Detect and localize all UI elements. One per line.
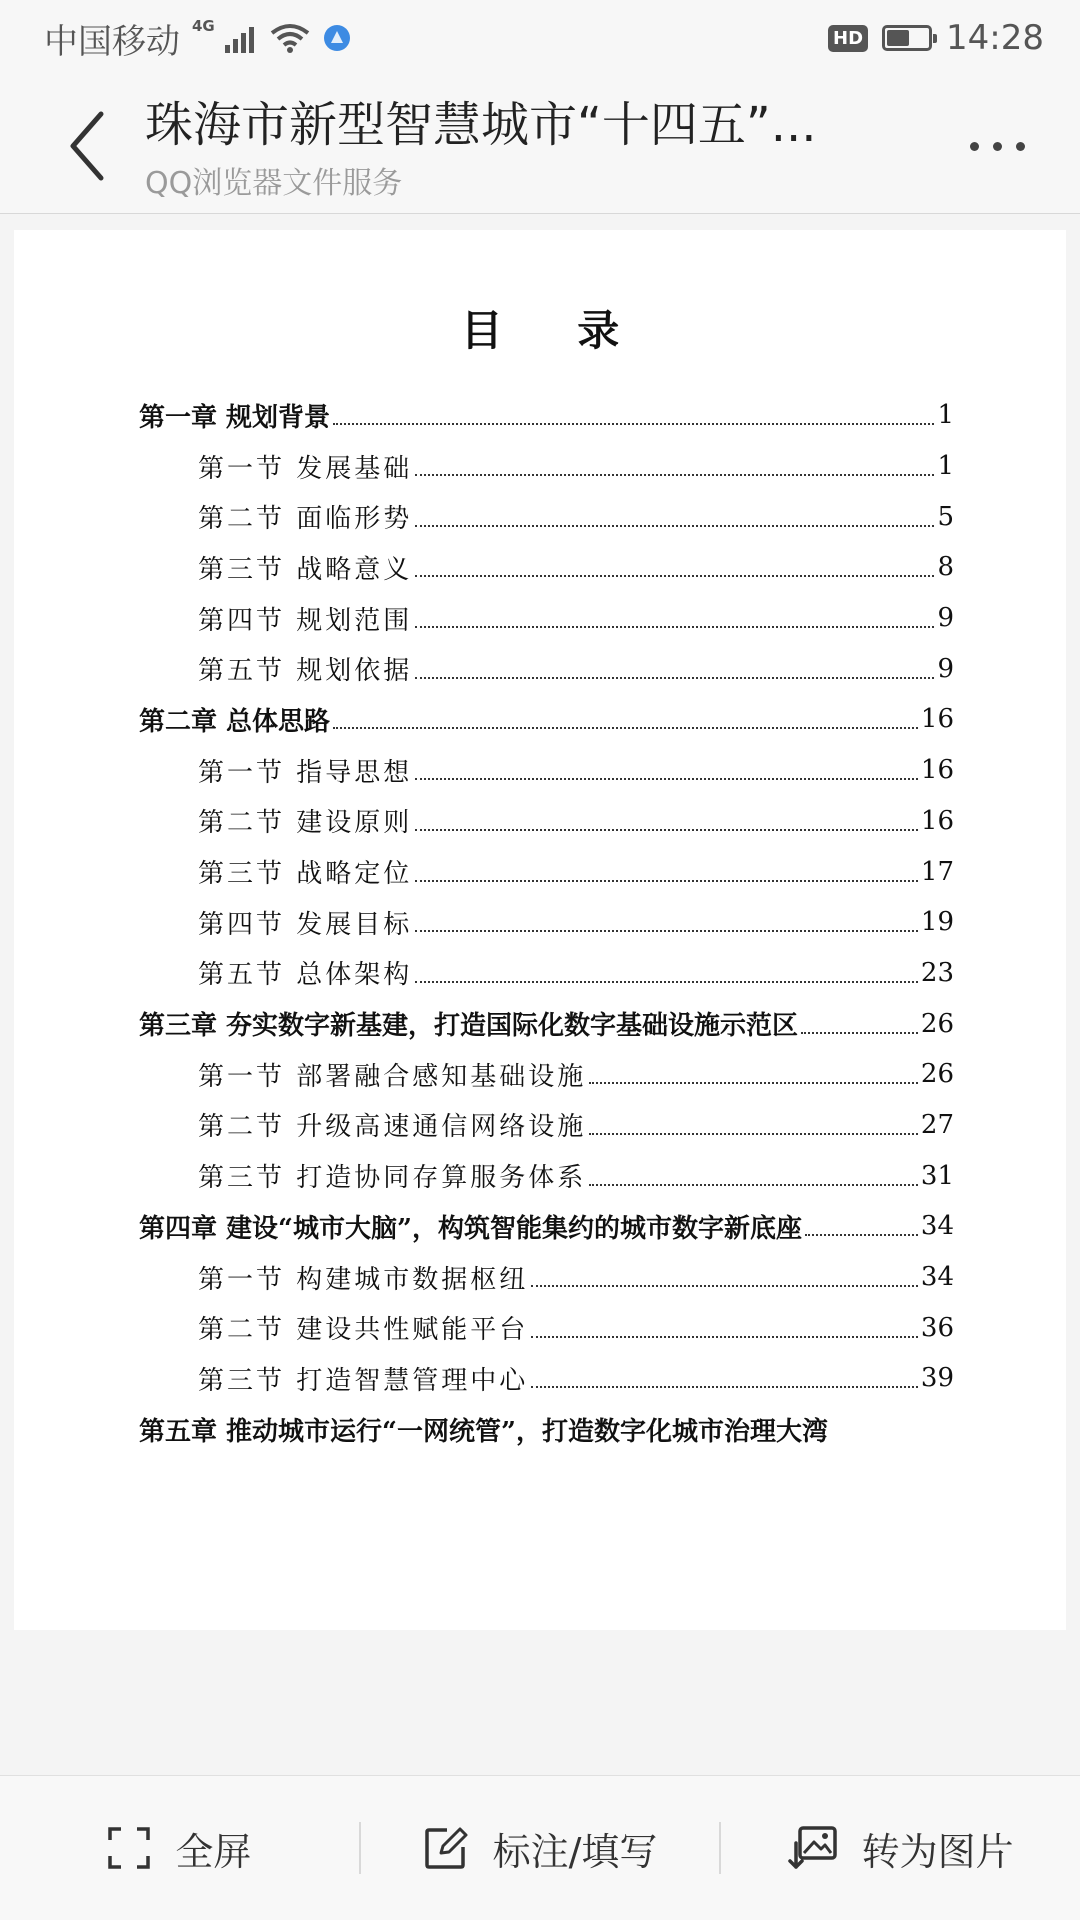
hd-badge: HD xyxy=(828,25,868,52)
toc-entry-title: 第一节 构建城市数据枢纽 xyxy=(198,1264,529,1295)
fullscreen-label: 全屏 xyxy=(175,1829,252,1874)
status-right xyxy=(828,18,1044,58)
toc-section-entry[interactable] xyxy=(139,948,954,999)
status-left xyxy=(44,14,352,63)
toc-section-entry[interactable] xyxy=(139,796,954,847)
battery-icon xyxy=(882,25,932,51)
fullscreen-icon xyxy=(107,1826,151,1870)
toc-page-number: 31 xyxy=(920,1160,954,1191)
toc-dot-leader xyxy=(415,525,934,527)
toc-page-number: 26 xyxy=(920,1008,954,1039)
toc-entry-title: 第一节 发展基础 xyxy=(198,453,413,484)
toc-dot-leader xyxy=(415,575,934,577)
wifi-icon xyxy=(270,22,310,54)
toc-page-number: 9 xyxy=(937,603,954,634)
toc-page-number: 26 xyxy=(920,1059,954,1090)
toc-entry-title: 第三节 打造智慧管理中心 xyxy=(198,1365,529,1396)
toc-section-entry[interactable] xyxy=(139,542,954,593)
toc-section-entry[interactable] xyxy=(139,897,954,948)
toc-chapter-entry[interactable] xyxy=(139,1201,954,1252)
toc-section-entry[interactable] xyxy=(139,1353,954,1404)
toc-dot-leader xyxy=(415,778,918,780)
document-source: QQ浏览器文件服务 xyxy=(145,166,403,201)
toc-dot-leader xyxy=(415,981,918,983)
toc-dot-leader xyxy=(415,930,918,932)
toc-section-entry[interactable] xyxy=(139,1252,954,1303)
toc-entry-title: 第一章 规划背景 xyxy=(139,402,331,433)
more-dot-icon xyxy=(970,142,979,151)
toc-section-entry[interactable] xyxy=(139,1150,954,1201)
toc-section-entry[interactable] xyxy=(139,745,954,796)
toc-dot-leader xyxy=(589,1184,918,1186)
toc-dot-leader xyxy=(801,1032,918,1034)
toc-page-number: 9 xyxy=(937,653,954,684)
toc-entry-title: 第三节 打造协同存算服务体系 xyxy=(198,1163,587,1194)
toc-chapter-entry[interactable] xyxy=(139,694,954,745)
document-page[interactable] xyxy=(14,230,1066,1630)
toc-page-number: 34 xyxy=(920,1262,954,1293)
toc-page-number: 23 xyxy=(920,957,954,988)
convert-label: 转为图片 xyxy=(861,1829,1014,1874)
toc-dot-leader xyxy=(531,1336,918,1338)
toc-section-entry[interactable] xyxy=(139,1302,954,1353)
chevron-left-icon xyxy=(65,110,109,182)
toc-page-number: 34 xyxy=(920,1211,954,1242)
toc-section-entry[interactable] xyxy=(139,1100,954,1151)
toc-dot-leader xyxy=(333,727,918,729)
carrier-name: 中国移动 xyxy=(44,21,180,62)
battery-level xyxy=(887,30,909,46)
toc-entry-title: 第四节 发展目标 xyxy=(198,909,413,940)
network-type: 4G xyxy=(192,17,215,35)
toc-page-number: 16 xyxy=(920,704,954,735)
toc-page-number: 8 xyxy=(937,552,954,583)
edit-icon xyxy=(423,1825,469,1871)
toc-entry-title: 第二节 面临形势 xyxy=(198,504,413,535)
more-options-button[interactable] xyxy=(952,116,1042,176)
toc-page-number: 1 xyxy=(937,451,954,482)
convert-to-image-button[interactable] xyxy=(721,1776,1080,1920)
toc-dot-leader xyxy=(415,829,918,831)
document-title: 珠海市新型智慧城市“十四五”... xyxy=(145,97,817,153)
toc-entry-title: 第二节 建设共性赋能平台 xyxy=(198,1315,529,1346)
toc-entry-title: 第一节 部署融合感知基础设施 xyxy=(198,1061,587,1092)
toc-entry-title: 第三节 战略意义 xyxy=(198,554,413,585)
toc-entry-title: 第二章 总体思路 xyxy=(139,706,331,737)
toc-page-number: 19 xyxy=(920,907,954,938)
toc-heading: 目 录 xyxy=(460,306,650,355)
toc-list xyxy=(139,390,954,1454)
toc-section-entry[interactable] xyxy=(139,593,954,644)
toc-entry-title: 第二节 建设原则 xyxy=(198,808,413,839)
toc-dot-leader xyxy=(333,423,934,425)
title-bar xyxy=(0,76,1080,214)
toc-dot-leader xyxy=(415,474,934,476)
toc-entry-title: 第二节 升级高速通信网络设施 xyxy=(198,1112,587,1143)
toc-dot-leader xyxy=(415,677,934,679)
more-dot-icon xyxy=(1016,142,1025,151)
toc-page-number: 36 xyxy=(920,1312,954,1343)
toc-chapter-entry[interactable] xyxy=(139,998,954,1049)
toc-entry-title: 第三章 夯实数字新基建，打造国际化数字基础设施示范区 xyxy=(139,1011,799,1042)
fullscreen-button[interactable] xyxy=(0,1776,359,1920)
toc-page-number: 5 xyxy=(937,501,954,532)
signal-icon xyxy=(225,23,254,53)
toc-entry-title: 第四章 建设“城市大脑”，构筑智能集约的城市数字新底座 xyxy=(139,1213,802,1244)
toc-page-number: 27 xyxy=(920,1109,954,1140)
toc-section-entry[interactable] xyxy=(139,1049,954,1100)
toc-section-entry[interactable] xyxy=(139,491,954,542)
toc-dot-leader xyxy=(415,880,918,882)
toc-entry-title: 第四节 规划范围 xyxy=(198,605,413,636)
toc-entry-title: 第一节 指导思想 xyxy=(198,757,413,788)
toc-dot-leader xyxy=(805,1234,918,1236)
toc-entry-title: 第三节 战略定位 xyxy=(198,859,413,890)
toc-dot-leader xyxy=(415,626,934,628)
toc-entry-title: 第五节 总体架构 xyxy=(198,960,413,991)
toc-page-number: 39 xyxy=(920,1363,954,1394)
toc-dot-leader xyxy=(589,1133,918,1135)
toc-page-number: 17 xyxy=(920,856,954,887)
toc-page-number: 16 xyxy=(920,805,954,836)
toc-chapter-entry[interactable] xyxy=(139,1404,954,1455)
toc-page-number: 1 xyxy=(937,400,954,431)
toc-page-number: 16 xyxy=(920,755,954,786)
toc-chapter-entry[interactable] xyxy=(139,390,954,441)
toc-dot-leader xyxy=(589,1082,918,1084)
toc-section-entry[interactable] xyxy=(139,846,954,897)
bottom-toolbar xyxy=(0,1775,1080,1920)
toc-entry-title: 第五节 规划依据 xyxy=(198,656,413,687)
toc-dot-leader xyxy=(531,1386,918,1388)
more-dot-icon xyxy=(993,142,1002,151)
app-notification-icon xyxy=(322,23,352,53)
status-bar xyxy=(0,0,1080,76)
annotate-label: 标注/填写 xyxy=(492,1829,658,1874)
image-convert-icon xyxy=(788,1825,838,1871)
annotate-button[interactable] xyxy=(361,1776,720,1920)
clock: 14:28 xyxy=(946,18,1044,58)
toc-dot-leader xyxy=(531,1285,918,1287)
toc-section-entry[interactable] xyxy=(139,441,954,492)
toc-section-entry[interactable] xyxy=(139,643,954,694)
toc-entry-title: 第五章 推动城市运行“一网统管”，打造数字化城市治理大湾 xyxy=(139,1416,828,1447)
back-button[interactable] xyxy=(52,98,122,194)
